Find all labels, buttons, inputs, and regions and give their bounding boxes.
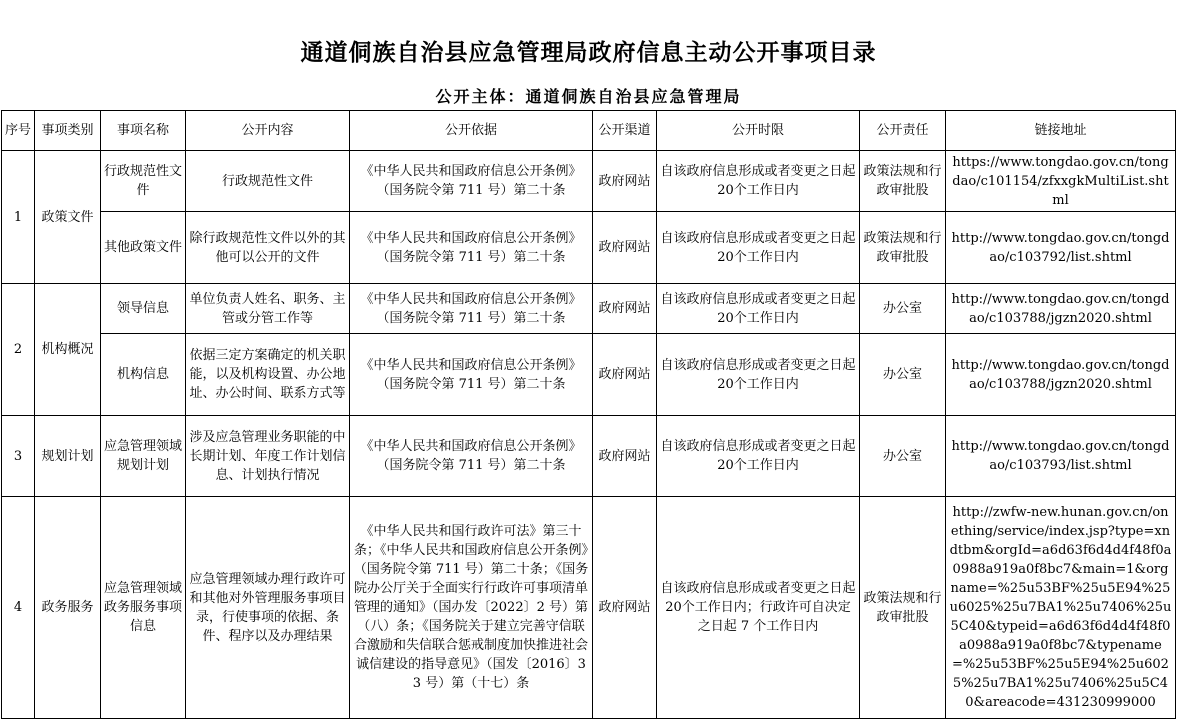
header-link: 链接地址 (946, 111, 1176, 151)
header-item-name: 事项名称 (101, 111, 186, 151)
content-cell: 依据三定方案确定的机关职能，以及机构设置、办公地址、办公时间、联系方式等 (186, 334, 350, 416)
header-row (2, 111, 1176, 151)
link-cell[interactable]: http://www.tongdao.gov.cn/tongdao/c103788/jgzn2020.shtml (946, 284, 1176, 334)
item-name-cell: 其他政策文件 (101, 212, 186, 284)
group-seq: 1 (2, 151, 35, 284)
channel-cell: 政府网站 (593, 416, 657, 497)
page-title: 通道侗族自治县应急管理局政府信息主动公开事项目录 (300, 40, 877, 66)
content-cell: 除行政规范性文件以外的其他可以公开的文件 (186, 212, 350, 284)
responsibility-cell: 政策法规和行政审批股 (860, 497, 946, 719)
responsibility-cell: 办公室 (860, 284, 946, 334)
basis-cell: 《中华人民共和国政府信息公开条例》（国务院令第 711 号）第二十条 (350, 416, 593, 497)
time-limit-cell: 自该政府信息形成或者变更之日起 20个工作日内 (657, 151, 860, 212)
table-row (2, 497, 1176, 719)
group-seq: 4 (2, 497, 35, 719)
item-name-cell: 应急管理领域规划计划 (101, 416, 186, 497)
group-seq: 2 (2, 284, 35, 416)
channel-cell: 政府网站 (593, 151, 657, 212)
group-category: 机构概况 (35, 284, 101, 416)
table-row (2, 416, 1176, 497)
basis-cell: 《中华人民共和国政府信息公开条例》（国务院令第 711 号）第二十条 (350, 151, 593, 212)
table-row (2, 284, 1176, 334)
responsibility-cell: 办公室 (860, 334, 946, 416)
link-cell[interactable]: https://www.tongdao.gov.cn/tongdao/c101154/zfxxgkMultiList.shtml (946, 151, 1176, 212)
item-name-cell: 行政规范性文件 (101, 151, 186, 212)
content-cell: 单位负责人姓名、职务、主管或分管工作等 (186, 284, 350, 334)
header-basis: 公开依据 (350, 111, 593, 151)
basis-cell: 《中华人民共和国行政许可法》第三十条；《中华人民共和国政府信息公开条例》（国务院令第 711 号）第二十条；《国务院办公厅关于全面实行行政许可事项清单管理的通知》（国办发〔2022〕2 号）第（八）条；《国务院关于建立完善守信联合激励和失信联合惩戒制度加快推进社会诚信建设的指导意见》（国发〔2016〕33 号）第（十七）条 (350, 497, 593, 719)
group-seq: 3 (2, 416, 35, 497)
channel-cell: 政府网站 (593, 284, 657, 334)
basis-cell: 《中华人民共和国政府信息公开条例》（国务院令第 711 号）第二十条 (350, 284, 593, 334)
group-category: 规划计划 (35, 416, 101, 497)
table-row (2, 151, 1176, 212)
link-cell[interactable]: http://www.tongdao.gov.cn/tongdao/c103788/jgzn2020.shtml (946, 334, 1176, 416)
time-limit-cell: 自该政府信息形成或者变更之日起 20个工作日内；行政许可自决定之日起 7 个工作日内 (657, 497, 860, 719)
content-cell: 涉及应急管理业务职能的中长期计划、年度工作计划信息、计划执行情况 (186, 416, 350, 497)
header-channel: 公开渠道 (593, 111, 657, 151)
group-category: 政策文件 (35, 151, 101, 284)
disclosure-catalog-table (1, 110, 1176, 719)
header-seq: 序号 (2, 111, 35, 151)
time-limit-cell: 自该政府信息形成或者变更之日起20个工作日内 (657, 334, 860, 416)
channel-cell: 政府网站 (593, 212, 657, 284)
channel-cell: 政府网站 (593, 334, 657, 416)
content-cell: 行政规范性文件 (186, 151, 350, 212)
time-limit-cell: 自该政府信息形成或者变更之日起20个工作日内 (657, 284, 860, 334)
time-limit-cell: 自该政府信息形成或者变更之日起 20个工作日内 (657, 212, 860, 284)
table-row (2, 212, 1176, 284)
link-cell[interactable]: http://www.tongdao.gov.cn/tongdao/c103792/list.shtml (946, 212, 1176, 284)
header-responsibility: 公开责任 (860, 111, 946, 151)
responsibility-cell: 政策法规和行政审批股 (860, 151, 946, 212)
basis-cell: 《中华人民共和国政府信息公开条例》（国务院令第 711 号）第二十条 (350, 212, 593, 284)
link-cell[interactable]: http://zwfw-new.hunan.gov.cn/onething/service/index.jsp?type=xndtbm&orgId=a6d63f6d4d4f48f0a0988a919a0f8bc7&main=1&orgname=%25u53BF%25u5E94%25u6025%25u7BA1%25u7406%25u5C40&typeid=a6d63f6d4d4f48f0a0988a919a0f8bc7&typename=%25u53BF%25u5E94%25u6025%25u7BA1%25u7406%25u5C40&areacode=431230999000 (946, 497, 1176, 719)
page-subtitle: 公开主体：通道侗族自治县应急管理局 (435, 87, 742, 106)
item-name-cell: 机构信息 (101, 334, 186, 416)
header-content: 公开内容 (186, 111, 350, 151)
header-category: 事项类别 (35, 111, 101, 151)
channel-cell: 政府网站 (593, 497, 657, 719)
item-name-cell: 领导信息 (101, 284, 186, 334)
basis-cell: 《中华人民共和国政府信息公开条例》（国务院令第 711 号）第二十条 (350, 334, 593, 416)
content-cell: 应急管理领域办理行政许可和其他对外管理服务事项目录，行使事项的依据、条件、程序以及办理结果 (186, 497, 350, 719)
link-cell[interactable]: http://www.tongdao.gov.cn/tongdao/c103793/list.shtml (946, 416, 1176, 497)
item-name-cell: 应急管理领域政务服务事项信息 (101, 497, 186, 719)
responsibility-cell: 政策法规和行政审批股 (860, 212, 946, 284)
header-time-limit: 公开时限 (657, 111, 860, 151)
responsibility-cell: 办公室 (860, 416, 946, 497)
table-row (2, 334, 1176, 416)
time-limit-cell: 自该政府信息形成或者变更之日起20个工作日内 (657, 416, 860, 497)
group-category: 政务服务 (35, 497, 101, 719)
